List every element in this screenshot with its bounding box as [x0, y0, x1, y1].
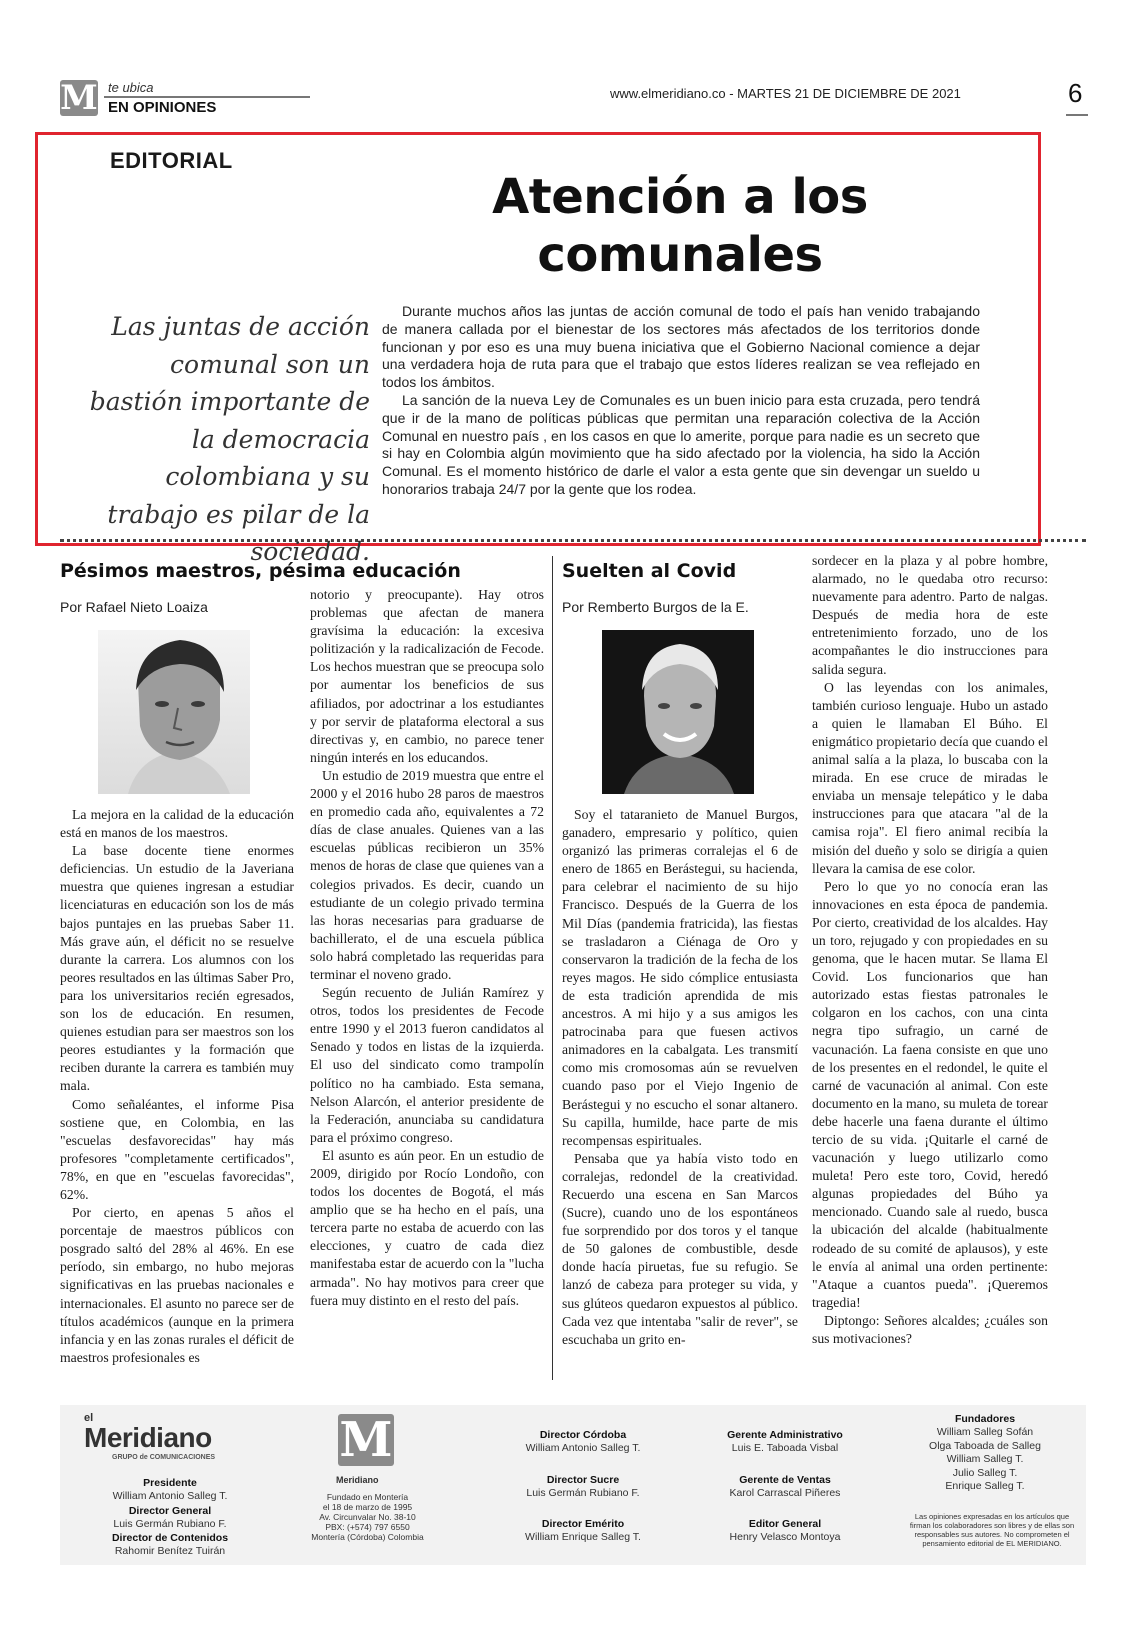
article-paragraph: Pero lo que yo no conocía eran las innovaciones en esta época de pandemia. Por cierto, creatividad de los alcaldes. Hay un toro, rejugado y con propiedades en su genoma, que le hacen mutar. Se llama El Covid. Los funcionarios que han autorizado estas fiestas patronales le colgaron en los cachos, con una cinta negra tipo sufragio, un carné de vacunación. La faena consiste en que uno de los presentes en el redondel, le quite el carné de vacunación al animal. Con este documento en la mano, su muleta de torear debe hacerle una faena durante el último tercio de su vida. ¡Quitarle el carné de vacunación y luego utilizarlo como muleta! Pero este toro, Covid, heredó algunas propiedades del Búho ya mencionado. Cuando sale al ruedo, busca la ubicación del alcalde (habitualmente rodeado de su comité de aplausos), y este le envía al animal una orden pertinente: "Ataque a cuantos pueda". ¡Queremos tragedia! [812, 878, 1048, 1310]
founder: William Salleg T. [946, 1453, 1024, 1465]
site-and-date: www.elmeridiano.co - MARTES 21 DE DICIEMBRE DE 2021 [610, 86, 961, 101]
author-photo [602, 630, 754, 794]
article-paragraph: Diptongo: Señores alcaldes; ¿cuáles son sus motivaciones? [812, 1312, 1048, 1347]
article-paragraph: La mejora en la calidad de la educación está en manos de los maestros. [60, 807, 294, 841]
person: William Enrique Salleg T. [525, 1531, 641, 1543]
role: Director Emérito [541, 1518, 625, 1530]
article-paragraph: Un estudio de 2019 muestra que entre el 2000 y el 2016 hubo 28 paros de maestros en promedio cada año, equivalentes a 72 días de clase anuales. Quienes van a las escuelas públicas recibieron un 35% menos de horas de clase que quienes van a colegios privados. Es decir, cuando un estudiante de un colegio privado termina las horas necesarias para graduarse de bachillerato, el de una escuela pública solo habrá completado las requeridas para terminar el noveno grado. [310, 767, 544, 982]
founder: Olga Taboada de Salleg [929, 1439, 1041, 1452]
article-paragraph: Como señaléantes, el informe Pisa sostiene que, en Colombia, en las "escuelas desfavorecidas" hay más profesores "completamente certificados", 78%, en que en "escuelas favorecidas", 62%. [60, 1096, 294, 1202]
article-byline: Por Remberto Burgos de la E. [562, 599, 749, 615]
founder: William Salleg Sofán [936, 1426, 1034, 1438]
article-column [60, 806, 294, 1367]
founding-line: el 18 de marzo de 1995 [322, 1502, 413, 1512]
article-paragraph: notorio y preocupante). Hay otros problemas que afectan de manera gravísima la educación: la excesiva politización y la radicalización de Fecode. Los hechos muestran que se preocupa solo por aumentar los beneficios de sus afiliados, por adoctrinar a los estudiantes y por servir de plataforma electoral a sus directivas y, en cambio, no parece tener ningún interés en los educandos. [310, 587, 544, 765]
person: William Antonio Salleg T. [525, 1442, 641, 1454]
founding-line: Montería (Córdoba) Colombia [311, 1532, 424, 1542]
article-title: Suelten al Covid [562, 560, 737, 582]
article-paragraph: El asunto es aún peor. En un estudio de 2009, dirigido por Rocío Londoño, con todos los docentes de Bogotá, el más amplio que se ha hecho en el país, una tercera parte no estaba de acuerdo con las elecciones, y cuatro de cada diez manifestaba estar de acuerdo con la "lucha armada". No hay motivos para creer que fuera muy distinto en el resto del país. [310, 1147, 544, 1308]
board-middle [488, 1428, 678, 1545]
tagline: te ubica [108, 80, 154, 95]
editorial-label: EDITORIAL [110, 148, 233, 173]
person: Luis Germán Rubiano F. [113, 1517, 227, 1530]
founders [900, 1412, 1070, 1494]
article-title: Pésimos maestros, pésima educación [60, 560, 461, 582]
article-paragraph: Por cierto, en apenas 5 años el porcentaje de maestros públicos con posgrado saltó del 28% al 46%. En ese período, sin embargo, no hubo mejoras significativas en las pruebas nacionales e internacionales. El asunto no parece ser de títulos académicos (aunque en la primera infancia y en las zonas rurales el déficit de maestros profesionales es [60, 1205, 294, 1365]
page-number-rule [1066, 114, 1088, 116]
article-paragraph: La base docente tiene enormes deficiencias. Un estudio de la Javeriana muestra que quienes ingresan a estudiar licenciaturas en educación son los de más bajos puntajes en las pruebas Saber 11. Más grave aún, el déficit no se resuelve durante la carrera. Los alumnos con los peores resultados en las últimas Saber Pro, para los universitarios recién egresados, son los de educación. En resumen, quienes estudian para ser maestros son los peores estudiantes y la formación que reciben durante la carrera es también muy mala. [60, 843, 294, 1094]
role: Gerente Administrativo [727, 1429, 843, 1441]
section-name: EN OPINIONES [108, 99, 217, 116]
person: William Antonio Salleg T. [112, 1490, 228, 1502]
role: Gerente de Ventas [739, 1473, 831, 1486]
board-left [70, 1476, 270, 1559]
role: Editor General [748, 1518, 822, 1530]
column-divider [552, 556, 553, 1380]
meridiano-logo-icon: M [60, 78, 98, 118]
person: Luis E. Taboada Visbal [731, 1442, 839, 1454]
person: Luis Germán Rubiano F. [526, 1486, 640, 1499]
role: Director Córdoba [539, 1429, 627, 1441]
editorial-pull-quote: Las juntas de acción comunal son un bastión importante de la democracia colombiana y su trabajo es pilar de la sociedad. [89, 312, 370, 566]
author-photo [98, 630, 250, 794]
role: Director Sucre [546, 1473, 620, 1486]
person: Rahomir Benítez Tuirán [114, 1545, 226, 1557]
person: Henry Velasco Montoya [729, 1531, 841, 1543]
meridiano-emblem-icon: M [339, 1412, 393, 1468]
header-rule [104, 96, 310, 98]
disclaimer: Las opiniones expresadas en los artículos que firman los colaboradores son libres y de ellas son responsables sus autores. No comprometen el pensamiento editorial de EL MERIDIANO. [909, 1512, 1075, 1548]
founders-title: Fundadores [954, 1413, 1016, 1425]
founding-info [300, 1492, 435, 1542]
founding-line: PBX: (+574) 797 6550 [325, 1522, 410, 1532]
article-column [562, 806, 798, 1349]
article-paragraph: O las leyendas con los animales, también curioso lenguaje. Hubo un astado a quien le llamaban El Búho. El enigmático propietario decía que cuando el animal salía a la plaza, lo buscaba con la mirada. En ese cruce de miradas le enviaba un mensaje telepático y le daba instrucciones para que atacara "al de la camisa roja". El fiero animal recibía la misión del dueño y solo se dirigía a quien llevara la camisa de ese color. [812, 679, 1049, 876]
founder: Enrique Salleg T. [945, 1480, 1025, 1492]
role: Director de Contenidos [111, 1532, 229, 1544]
founding-line: Fundado en Montería [326, 1492, 409, 1502]
article-paragraph: Soy el tataranieto de Manuel Burgos, ganadero, empresario y político, quien organizó las primeras corralejas el 6 de enero de 1865 en Berástegui, su hacienda, para celebrar el nacimiento de su hijo Francisco. Después de la Guerra de los Mil Días (pandemia fratricida), las fiestas se trasladaron a Ciénaga de Oro y conservaron la tradición de la fecha de los reyes magos. He sido cómplice entusiasta de esta tradición aprendida de mis ancestros. A mi hijo y a sus amigos les patrocinaba para que fuesen activos animadores en la cabalgata. Les transmití como mis cromosomas aún se revuelven cuando paso por el Viejo Ingenio de Berástegui y no escucho el sonar altanero. Su capilla, humilde, hace parte de mis recompensas espirituales. [562, 807, 798, 1148]
article-paragraph: sordecer en la plaza y al pobre hombre, alarmado, no le quedaba otro recurso: nuevamente para adentro. Parto de nalgas. Después de media hora de este entretenimiento forzado, uno de los acompañantes le dio instrucciones para salida segura. [812, 553, 1048, 677]
emblem-caption: Meridiano [336, 1475, 379, 1485]
role: Presidente [143, 1477, 197, 1489]
person: Karol Carrascal Piñeres [729, 1486, 841, 1499]
editorial-paragraph: La sanción de la nueva Ley de Comunales es un buen inicio para esta cruzada, pero tendrá que ir de la mano de políticas públicas que permitan una reparación colectiva de la Acción Comunal en nuestro país , en los casos en que lo amerite, porque para nadie es un secreto que si hay en Colombia algún movimiento que ha sido afectado por la violencia, ha sido la Acción Comunal. Es el momento histórico de darle el valor a esta gente que sin devengar un sueldo u honorarios trabaja 24/7 por la gente que los rodea. [382, 391, 980, 497]
article-paragraph: Según recuento de Julián Ramírez y otros, todos los presidentes de Fecode entre 1990 y el 2013 fueron candidatos al Senado y todos en listas de la izquierda. El uso del sindicato como trampolín político no ha cambiado. Esta semana, Nelson Alarcón, el anterior presidente de la Federación, anunciaba su candidatura para el próximo congreso. [310, 985, 544, 1145]
board-right [690, 1428, 880, 1545]
section-divider [60, 539, 1086, 542]
founder: Julio Salleg T. [952, 1466, 1018, 1479]
page-number: 6 [1068, 78, 1083, 108]
editorial-title: Atención a los comunales [492, 169, 868, 283]
role: Director General [128, 1504, 212, 1517]
editorial-paragraph: Durante muchos años las juntas de acción comunal de todo el país han venido trabajando de manera callada por el bienestar de los sectores más afectados de los territorios donde funcionan y por eso es una muy buena iniciativa que el Gobierno Nacional comience a dejar una verdadera hoja de ruta para que el trabajo que estos líderes realizan se vea reflejado en todos los ámbitos. [382, 303, 980, 391]
article-column [812, 552, 1048, 1348]
footer-logo-group: GRUPO de COMUNICACIONES [112, 1454, 216, 1461]
editorial-body [382, 303, 980, 499]
article-byline: Por Rafael Nieto Loaiza [60, 599, 208, 615]
article-paragraph: Pensaba que ya había visto todo en corralejas, redondel de la creatividad. Recuerdo una escena en San Marcos (Sucre), cuando uno de los espontáneos fue sorprendido por dos toros y el tanque de 50 galones de combustible, desde donde hacía piruetas, fue su refugio. Se lanzó de cabeza para proteger su vida, y sus glúteos quedaron expuestos al público. Cada vez que intentaba "salir de rever", se escuchaba un grito en- [562, 1150, 798, 1347]
article-column [310, 586, 544, 1310]
footer-logo-prefix: el [84, 1412, 94, 1424]
founding-line: Av. Circunvalar No. 38-10 [319, 1512, 416, 1522]
footer-logo: Meridiano [84, 1422, 212, 1453]
